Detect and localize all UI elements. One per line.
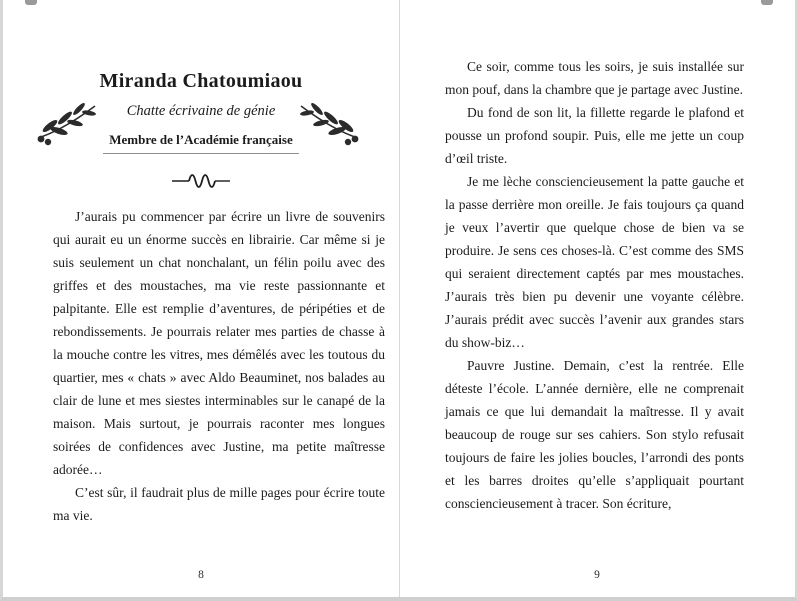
header-rule bbox=[103, 153, 299, 154]
squiggle-divider-icon bbox=[3, 172, 399, 188]
page-right bbox=[399, 0, 795, 597]
laurel-branch-right-icon bbox=[297, 96, 361, 146]
chapter-header bbox=[3, 70, 399, 154]
page-left bbox=[3, 0, 399, 597]
paragraph: Du fond de son lit, la fillette regarde le plafond et pousse un profond soupir. Puis, elle me jette un coup d’œil triste. bbox=[445, 105, 744, 166]
page-number-left: 8 bbox=[198, 569, 204, 581]
chapter-subtitle: Chatte écrivaine de génie bbox=[126, 103, 276, 119]
paragraph: Je me lèche consciencieusement la patte gauche et la passe derrière mon oreille. Je fais toujours ça quand je veux l’avertir que quelque chose de bien va se produire. Je sens ces choses-là. C’est comme des SMS qui seraient directement captés par mes moustaches. J’aurais très bien pu devenir une voyante célèbre. J’aurais prédit avec succès l’avenir aux grandes stars du show-biz… bbox=[445, 174, 744, 350]
chapter-affiliation: Membre de l’Académie française bbox=[109, 132, 293, 147]
right-page-body bbox=[399, 0, 795, 515]
paragraph: J’aurais pu commencer par écrire un livre de souvenirs qui aurait eu un énorme succès en librairie. Car même si je suis seulement un chat nonchalant, un félin poilu avec des griffes et des moustaches, ma vie reste passionnante et palpitante. Elle est remplie d’aventures, de péripéties et de rebondissements. Je pourrais relater mes parties de chasse à la mouche contre les vitres, mes démêlés avec les toutous du quartier, mes « chats » avec Aldo Beauminet, nos balades au clair de lune et mes siestes interminables sur le canapé de la maison. Mais surtout, je pourrais raconter mes longues soirées de confidences avec Justine, ma petite maîtresse adorée… bbox=[53, 209, 385, 477]
laurel-branch-left-icon bbox=[35, 96, 99, 146]
paragraph: Pauvre Justine. Demain, c’est la rentrée. Elle déteste l’école. L’année dernière, elle ne comprenait jamais ce que lui demandait la maîtresse. Il y avait beaucoup de rouge sur ses cahiers. Son stylo refusait toujours de faire les jolies boucles, l’arrondi des ponts et les barres droites qu’elle s’appliquait pourtant consciencieusement à tracer. Son écriture, bbox=[445, 358, 744, 511]
paragraph: Ce soir, comme tous les soirs, je suis installée sur mon pouf, dans la chambre que je partage avec Justine. bbox=[445, 59, 744, 97]
page-number-right: 9 bbox=[594, 569, 600, 581]
chapter-title: Miranda Chatoumiaou bbox=[99, 70, 303, 92]
left-page-body bbox=[3, 205, 399, 527]
paragraph: C’est sûr, il faudrait plus de mille pages pour écrire toute ma vie. bbox=[53, 485, 385, 523]
